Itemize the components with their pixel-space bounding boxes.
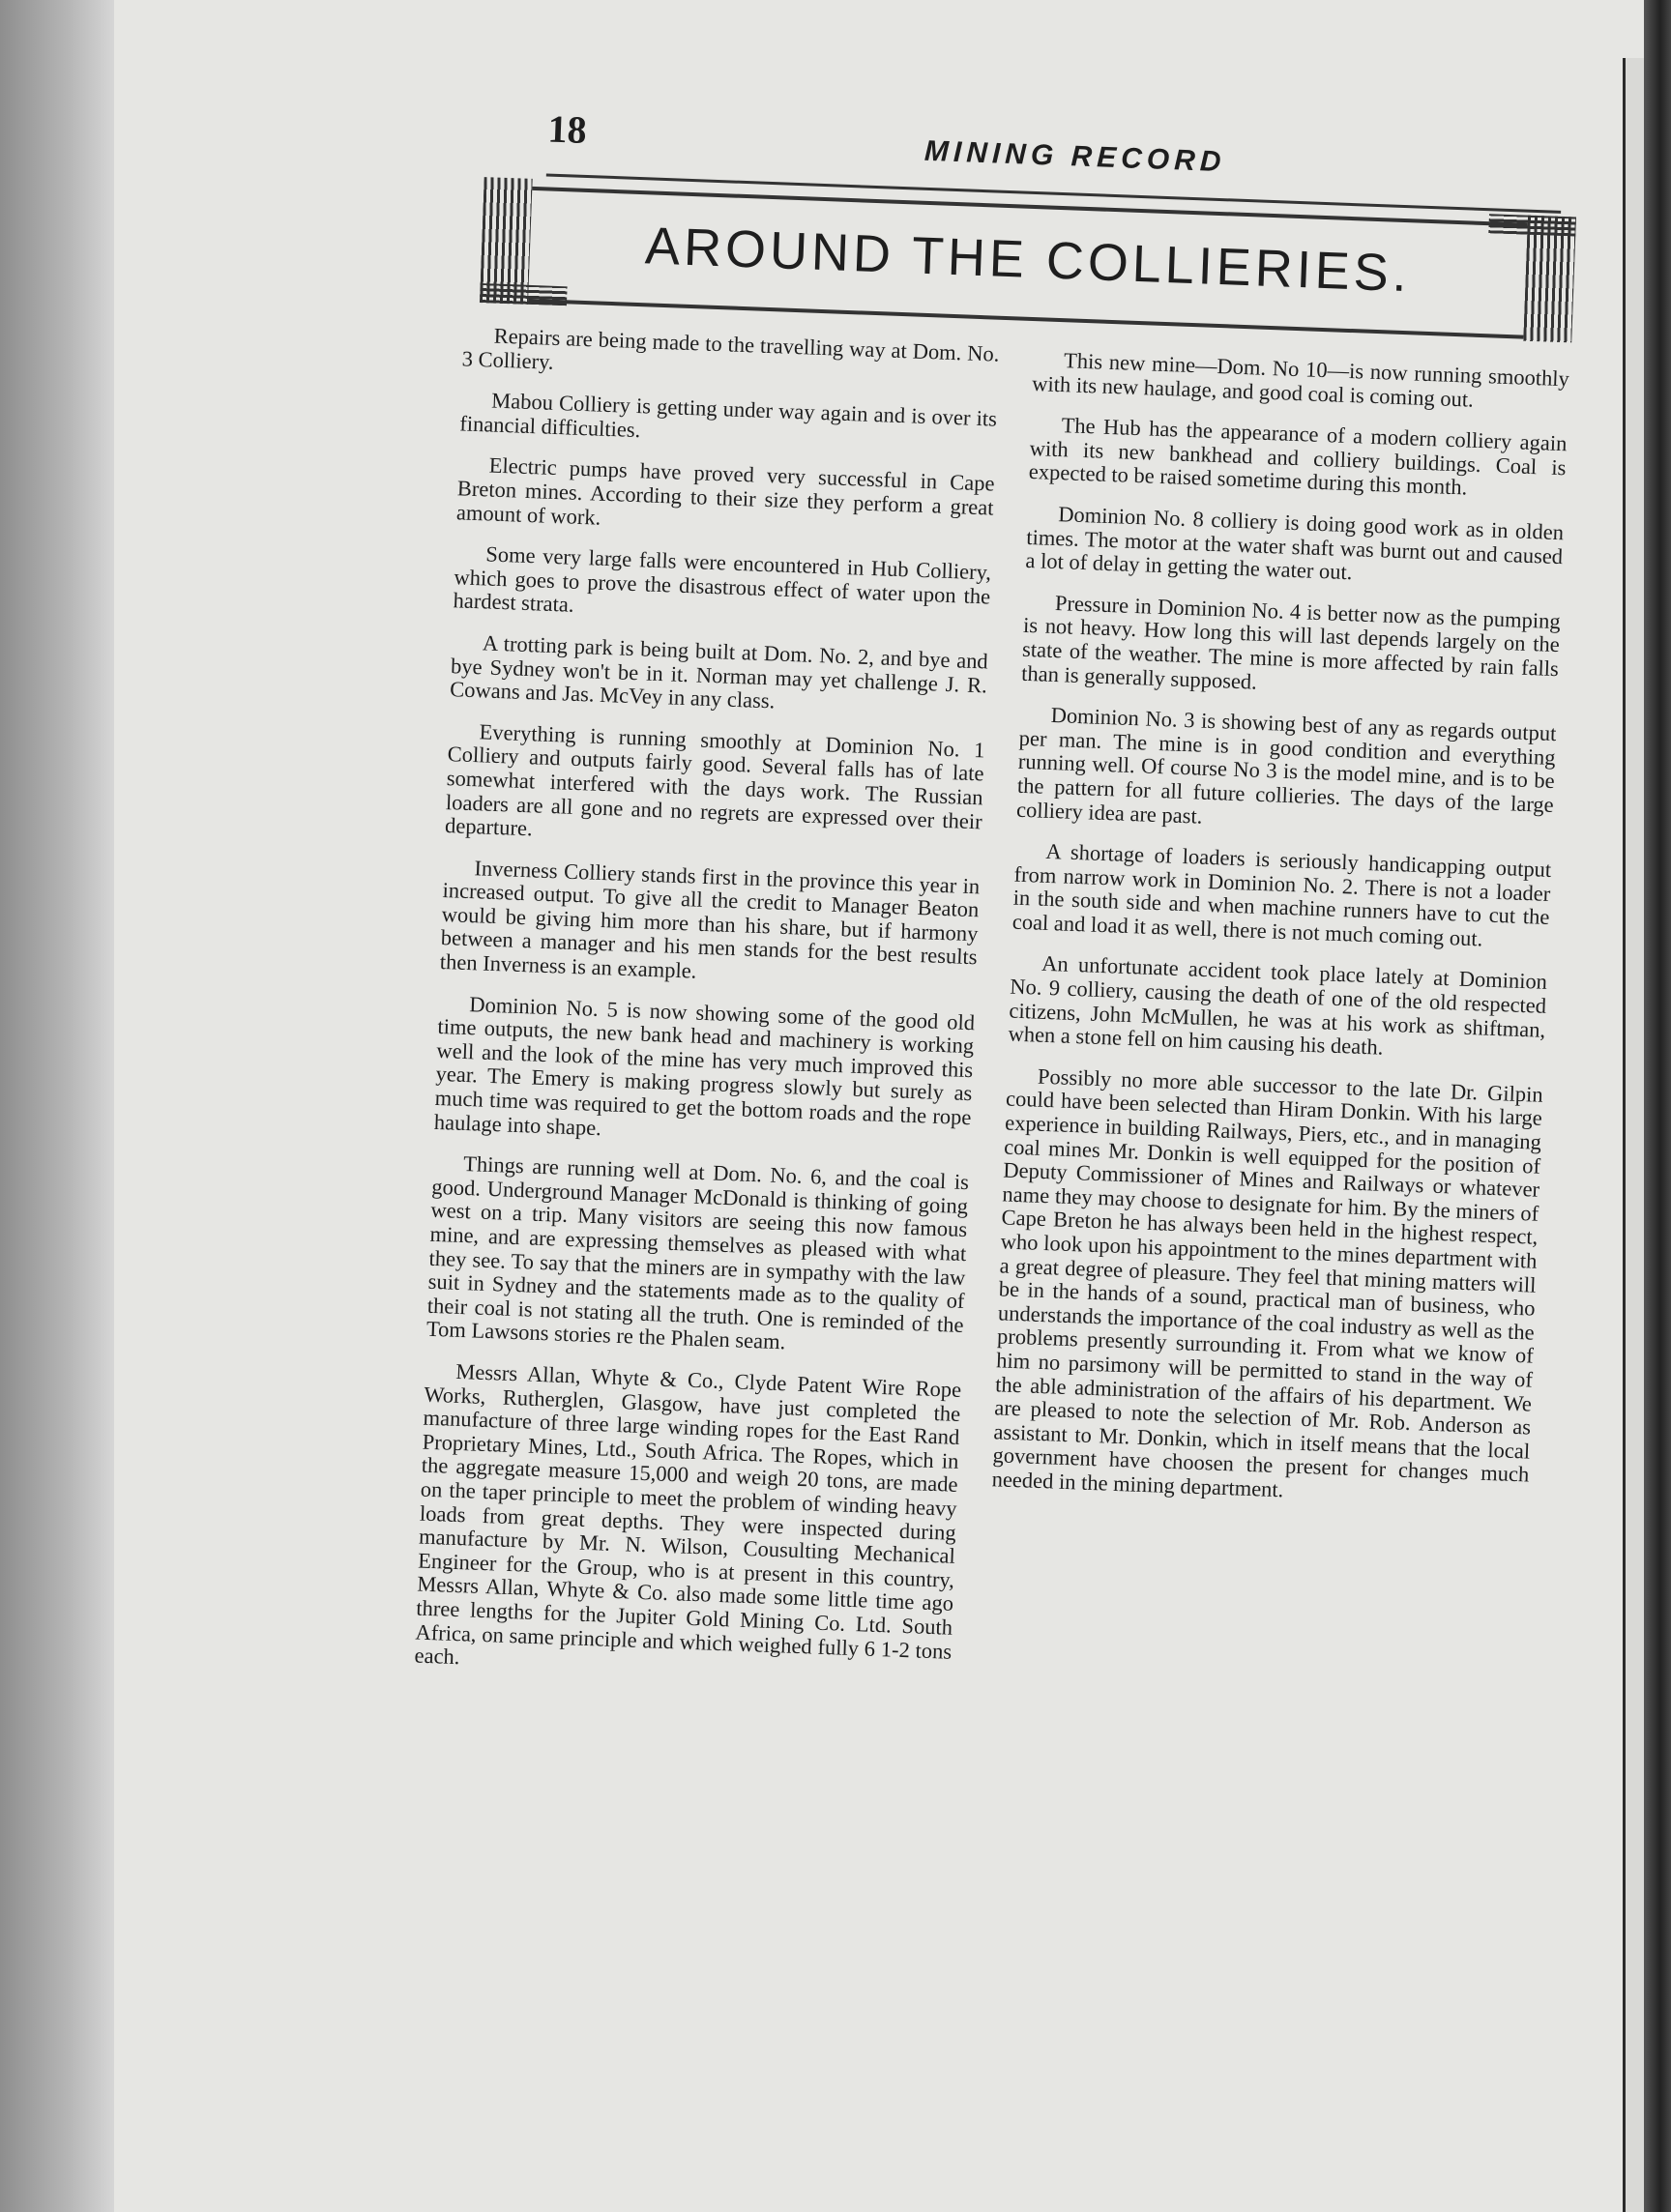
section-banner (480, 177, 1576, 342)
article-paragraph: A shortage of loaders is seriously handicapping output from narrow work in Dominion No. 2. There is not a loader in the south side and when machine runners have to cut the coal and load it as well, there is not much coming out. (1011, 838, 1552, 951)
article-paragraph: Electric pumps have proved very successful in Cape Breton mines. According to their size they perform a great amount of work. (455, 452, 995, 530)
article-paragraph: Things are running well at Dom. No. 6, and the coal is good. Underground Manager McDonald is thinking of going west on a trip. Many visitors are seeing this now famous mine, and are expressing themselves as pleased with what they see. To say that the miners are in sympathy with the law suit in Sydney and the statements made as to the quality of their coal is not stating all the truth. One is reminded of the Tom Lawsons stories re the Phalen seam. (425, 1151, 970, 1354)
article-paragraph: Some very large falls were encountered in Hub Colliery, which goes to prove the disastrous effect of water upon the hardest strata. (453, 541, 992, 618)
banner-ornament-bar-right (1488, 214, 1576, 236)
article-paragraph: A trotting park is being built at Dom. No. 2, and bye and bye Sydney won't be in it. Norman may yet challenge J. R. Cowans and Jas. McVey in any class. (449, 630, 989, 713)
article-paragraph: The Hub has the appearance of a modern colliery again with its new bankhead and colliery buildings. Coal is expected to be raised sometime during this month. (1028, 413, 1568, 500)
article-paragraph: Repairs are being made to the travelling way at Dom. No. 3 Colliery. (461, 323, 1000, 374)
article-paragraph: Dominion No. 3 is showing best of any as regards output per man. The mine is in good condition and everything running well. Of course No 3 is the model mine, and is to be the pattern for all future collieries. The days of the large colliery idea are past. (1015, 703, 1557, 829)
article-paragraph: An unfortunate accident took place lately at Dominion No. 9 colliery, causing the death of one of the old respected citizens, John McMullen, he was at his work as shiftman, when a stone fell on him causing his death. (1008, 951, 1548, 1061)
article-paragraph: Possibly no more able successor to the late Dr. Gilpin could have been selected than Hiram Donkin. With his large experience in building Railways, Piers, etc., and in managing coal mines Mr. Donkin is well equipped for the position of Deputy Commissioner of Mines and Railways or whatever name they may choose to designate for him. By the miners of Cape Breton he has always been held in the highest respect, who look upon his appointment to the mines department with a great degree of pleasure. They feel that mining matters will be in the hands of a sound, practical man of business, who understands the importance of the coal industry as well as the problems presently surrounding it. From what we know of him no parsimony will be permitted to stand in the way of the able administration of the affairs of his department. We are pleased to note the selection of Mr. Rob. Anderson as assistant to Mr. Donkin, which in itself means that the local government have choosen the present for changes much needed in the mining department. (991, 1063, 1544, 1502)
left-column (414, 323, 1000, 1704)
article-paragraph: Dominion No. 8 colliery is doing good work as in olden times. The motor at the water shaft was burnt out and caused a lot of delay in getting the water out. (1025, 502, 1565, 585)
magazine-page (114, 0, 1652, 2212)
right-column (991, 344, 1570, 1528)
article-paragraph: This new mine—Dom. No 10—is now running smoothly with its new haulage, and good coal is coming out. (1031, 348, 1570, 412)
article-paragraph: Dominion No. 5 is now showing some of the good old time outputs, the new bank head and machinery is working well and the look of the mine has very much improved this year. The Emery is making progress slowly but surely as much time was required to get the bottom roads and the rope haulage into shape. (433, 991, 976, 1140)
article-paragraph: Mabou Colliery is getting under way again and is over its financial difficulties. (458, 388, 998, 442)
article-paragraph: Inverness Colliery stands first in the province this year in increased output. To give all the credit to Manager Beaton would be giving him more than his share, but if harmony between a manager and his men stands for the best results then Inverness is an example. (439, 855, 981, 983)
scan-right-edge (1644, 0, 1671, 2212)
page-content (334, 89, 1651, 2067)
article-paragraph: Pressure in Dominion No. 4 is better now as the pumping is not heavy. How long this will last depends largely on the state of the weather. The mine is more affected by rain falls than is generally supposed. (1020, 590, 1562, 694)
article-paragraph: Messrs Allan, Whyte & Co., Clyde Patent Wire Rope Works, Rutherglen, Glasgow, have just completed the manufacture of three large winding ropes for the East Rand Proprietary Mines, Ltd., South Africa. The Ropes, which in the aggregate measure 15,000 and weigh 20 tons, are made on the taper principle to meet the problem of winding heavy loads from great depths. They were inspected during manufacture by Mr. N. Wilson, Cousulting Mechanical Engineer for the Group, who is at present in this country, Messrs Allan, Whyte & Co. also made some little time ago three lengths for the Jupiter Gold Mining Co. Ltd. South Africa, on same principle and which weighed fully 6 1-2 tons each. (414, 1358, 962, 1670)
page-number: 18 (546, 106, 588, 152)
section-title: AROUND THE COLLIERIES. (644, 217, 1412, 304)
running-head: MINING RECORD (923, 134, 1227, 179)
article-paragraph: Everything is running smoothly at Dominion No. 1 Colliery and outputs fairly good. Several falls has of late somewhat interfered with the days work. The Russian loaders are all gone and no regrets are expressed over their departure. (444, 719, 985, 841)
scan-left-margin (0, 0, 114, 2212)
